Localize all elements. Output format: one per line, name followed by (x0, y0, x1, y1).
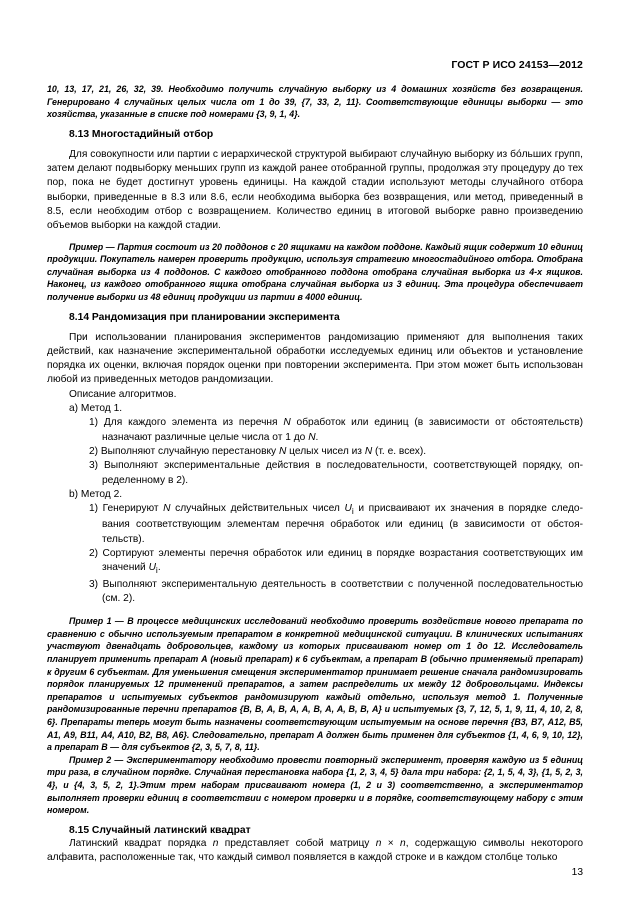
method-b-label: b) Метод 2. (69, 488, 123, 500)
algorithms-label: Описание алгоритмов. (69, 388, 177, 400)
section-8-15-heading: 8.15 Случайный латинский квадрат (69, 824, 251, 836)
section-8-13-heading: 8.13 Многостадийный отбор (69, 128, 214, 140)
method-b-step-3: 3) Выполняют экспериментальную деятельность в соответствии с полученной последовательностью (см. 2). (89, 578, 583, 604)
method-a-step-1: 1) Для каждого элемента из перечня N обработок или единиц (в зависимости от обстоятельств) назначают различные целые числа от 1 до N. (89, 417, 583, 443)
method-a-step-2: 2) Выполняют случайную перестановку N целых чисел из N (т. е. всех). (89, 445, 427, 457)
intro-example-continuation: 10, 13, 17, 21, 26, 32, 39. Необходимо получить случайную выборку из 4 домашних хозяйств без возвращения. Генерировано 4 случайных целых числа от 1 до 39, {7, 33, 2, 11}. Соответствующие единицы выборки — это хозяйства, указанные в списке под номерами {3, 9, 1, 4}. (47, 84, 583, 120)
method-a-step-3: 3) Выполняют экспериментальные действия в последовательности, соответствующей порядку, определенному в 2). (89, 460, 583, 486)
section-8-14-example-2: Пример 2 — Экспериментатору необходимо провести повторный эксперимент, проверяя каждую из 5 единиц три раза, в случайном порядке. Случайная перестановка набора {1, 2, 3, 4, 5} дала три набора: {2, 1, 5, 4, 3}, {1, 5, 2, 3, 4}, и {4, 3, 5, 2, 1}.Этим трем наборам присваивают номера (1, 2 и 3) соответственно, а экспериментатор выполняет проверки единиц в соответствии с номером проверки и в порядке, соответствующему набору с этим номером. (47, 754, 583, 816)
method-b-step-1: 1) Генерируют N случайных действительных чисел $U_i$ и присваивают их значения в порядке следования соответствующим элементам перечня обработок или единиц (в зависимости от обстоятельств). (89, 503, 584, 545)
section-8-14-heading: 8.14 Рандомизация при планировании эксперимента (69, 311, 340, 323)
page-number: 13 (571, 867, 583, 878)
section-8-13-paragraph: Для совокупности или партии с иерархической структурой выбирают случайную выборку из бо́льших групп, затем делают подвыборку меньших групп из каждой ранее отобранной группы, продолжая эту процедуру до тех пор, пока не будет достигнут уровень единицы. На каждой стадии используют методы случайного отбора выборки, приведенные в 8.3 или 8.6, если необходима выборка без возвращения, или метод, приведенный в 8.5, если необходим отбор с возвращением. Количество единиц в итоговой выборке равно произведению объемов выборки на каждой стадии. (47, 148, 583, 232)
section-8-15-paragraph: Латинский квадрат порядка n представляет собой матрицу n × n, содержащую символы некоторого алфавита, расположенные так, что каждый символ появляется в каждой строке и в каждом столбце только (47, 837, 583, 864)
section-8-13-example: Пример — Партия состоит из 20 поддонов с 20 ящиками на каждом поддоне. Каждый ящик содержит 10 единиц продукции. Покупатель намерен проверить продукцию, используя стратегию многостадийного отбора. Отобрана случайная выборка из 4 поддонов. С каждого отобранного поддона отобрана случайная выборка из 4-х ящиков. Наконец, из каждого отобранного ящика отобрана случайная выборка из 3 единиц. Эта процедура обеспечивает получение выборки из 48 единиц продукции из партии в 4000 единиц. (47, 241, 583, 302)
method-b-step-2: 2) Сортируют элементы перечня обработок или единиц в порядке возрастания соответствующих им значений $U_i$. (89, 548, 583, 576)
page-content (47, 83, 583, 865)
document-code-header: ГОСТ Р ИСО 24153—2012 (451, 59, 583, 71)
method-a-label: а) Метод 1. (69, 403, 123, 415)
section-8-14-paragraph: При использовании планирования экспериментов рандомизацию применяют для выполнения таких действий, как назначение экспериментальной обработки исследуемых единиц или объектов и установление порядка их оценки, включая порядок оценки при повторении эксперимента. При этом может быть использован любой из приведенных методов рандомизации. (47, 331, 583, 386)
section-8-14-example-1: Пример 1 — В процессе медицинских исследований необходимо проверить воздействие нового препарата по сравнению с обычно используемым препаратом в конкретной медицинской ситуации. В клинических испытаниях участвуют двенадцать добровольцев, каждому из которых присваивают номер от 1 до 12. Исследователь планирует применить препарат А (новый препарат) к 6 субъектам, а препарат В (обычно применяемый препарат) к другим 6 субъектам. Для уменьшения смещения экспериментатор принимает решение сначала рандомизировать порядок планируемых 12 применений препаратов, а затем распределить их между 12 добровольцами. Индексы препаратов и испытуемых субъектов рандомизируют каждый отдельно, используя метод 1. Полученные рандомизированные перечни препаратов {В, В, А, В, А, А, В, А, А, В, В, А} и испытуемых {3, 7, 12, 5, 1, 9, 11, 4, 10, 2, 8, 6}. Препараты теперь могут быть назначены соответствующим испытуемым на основе перечня {В3, В7, А12, В5, А1, А9, В11, А4, А10, В2, В8, А6}. Следовательно, препарат А должен быть применен для субъектов {1, 4, 6, 9, 10, 12}, а препарат В — для субъектов {2, 3, 5, 7, 8, 11}. (47, 616, 583, 753)
